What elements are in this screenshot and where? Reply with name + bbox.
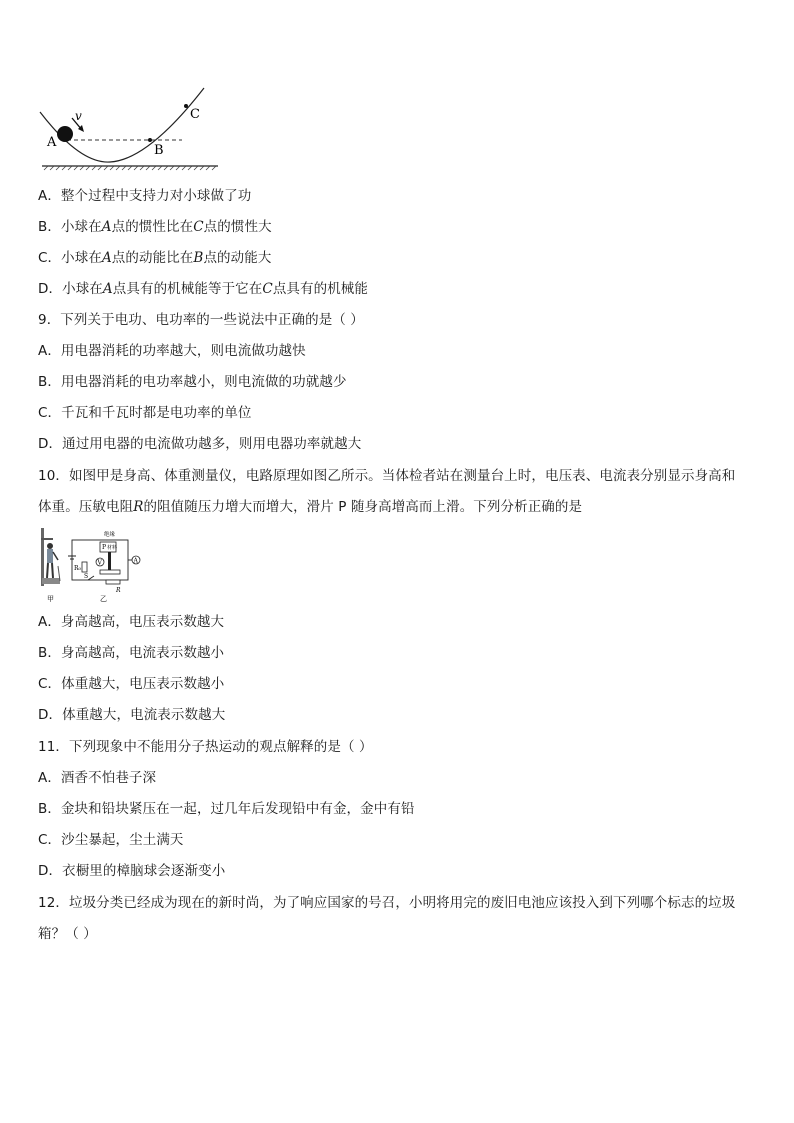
q11-stem: 11．下列现象中不能用分子热运动的观点解释的是（ ）	[38, 739, 373, 755]
q8-option-d-part3: 点具有的机械能	[272, 281, 369, 297]
figure-label-metal: 材料	[107, 545, 118, 551]
q8-option-d-part2: 点具有的机械能等于它在	[112, 281, 263, 297]
figure-label-ammeter: A	[133, 557, 138, 565]
q8-option-c-var2: B	[193, 250, 204, 266]
figure-label-s: S	[84, 573, 89, 580]
ball	[57, 126, 73, 142]
point-c-label: C	[190, 107, 200, 122]
q8-option-c-part3: 点的动能大	[203, 250, 272, 266]
q11-option-c: C．沙尘暴起，尘土满天	[38, 832, 184, 848]
q8-option-b-var2: C	[193, 219, 204, 235]
q10-stem-line2	[38, 498, 582, 516]
q9-stem: 9．下列关于电功、电功率的一些说法中正确的是（ ）	[38, 312, 364, 328]
q11-option-a: A．酒香不怕巷子深	[38, 770, 157, 786]
q8-option-b-var1: A	[101, 219, 112, 235]
q8-option-d-var1: A	[102, 281, 113, 297]
point-b-label: B	[154, 143, 164, 158]
q11-option-d: D．衣橱里的樟脑球会逐渐变小	[38, 863, 226, 879]
q10-stem-line2-part2: 的阻值随压力增大而增大，滑片 P 随身高增高而上滑。下列分析正确的是	[143, 499, 583, 515]
q10-stem-line2-var: R	[133, 499, 144, 515]
q10-option-b: B．身高越高，电流表示数越小	[38, 645, 225, 661]
figure-label-voltmeter: V	[97, 559, 102, 567]
q10-option-d: D．体重越大，电流表示数越大	[38, 707, 226, 723]
q12-stem-line2: 箱？（ ）	[38, 926, 97, 942]
q8-option-d-part1: D．小球在	[38, 281, 103, 297]
figure-label-p: P	[102, 544, 107, 551]
q10-option-c: C．体重越大，电压表示数越小	[38, 676, 225, 692]
figure-label-jia: 甲	[47, 595, 54, 603]
q12-stem-line1: 12．垃圾分类已经成为现在的新时尚，为了响应国家的号召，小明将用完的废旧电池应该投入到下列哪个标志的垃圾	[38, 895, 736, 911]
height-weight-meter-figure	[38, 526, 148, 604]
point-a-label: A	[47, 135, 57, 150]
figure-label-insulate: 绝缘	[104, 532, 116, 538]
q8-option-c	[38, 249, 271, 267]
q8-option-a: A．整个过程中支持力对小球做了功	[38, 188, 252, 204]
q10-stem-line2-part1: 体重。压敏电阻	[38, 499, 134, 515]
track-curve	[40, 88, 204, 162]
q8-option-b	[38, 218, 272, 236]
q8-option-b-part2: 点的惯性比在	[111, 219, 194, 235]
q8-option-c-var1: A	[101, 250, 112, 266]
q8-option-c-part1: C．小球在	[38, 250, 102, 266]
figure-label-yi: 乙	[100, 595, 107, 603]
q8-option-d-var2: C	[262, 281, 273, 297]
q9-option-d: D．通过用电器的电流做功越多，则用电器功率就越大	[38, 436, 362, 452]
q8-option-b-part3: 点的惯性大	[203, 219, 272, 235]
velocity-label: v	[75, 109, 82, 123]
figure-label-r0: R₀	[74, 565, 81, 572]
person-head	[47, 543, 53, 549]
q8-option-d	[38, 280, 368, 298]
track-figure	[38, 82, 228, 172]
q9-option-b: B．用电器消耗的电功率越小，则电流做的功就越少	[38, 374, 347, 390]
q11-option-b: B．金块和铅块紧压在一起，过几年后发现铅中有金，金中有铅	[38, 801, 415, 817]
figure-label-r: R	[116, 587, 121, 594]
q8-option-c-part2: 点的动能比在	[111, 250, 194, 266]
q10-option-a: A．身高越高，电压表示数越大	[38, 614, 225, 630]
q9-option-c: C．千瓦和千瓦时都是电功率的单位	[38, 405, 252, 421]
q10-stem-line1: 10．如图甲是身高、体重测量仪，电路原理如图乙所示。当体检者站在测量台上时，电压表、电流表分别显示身高和	[38, 468, 736, 484]
q8-option-b-part1: B．小球在	[38, 219, 102, 235]
q9-option-a: A．用电器消耗的功率越大，则电流做功越快	[38, 343, 306, 359]
